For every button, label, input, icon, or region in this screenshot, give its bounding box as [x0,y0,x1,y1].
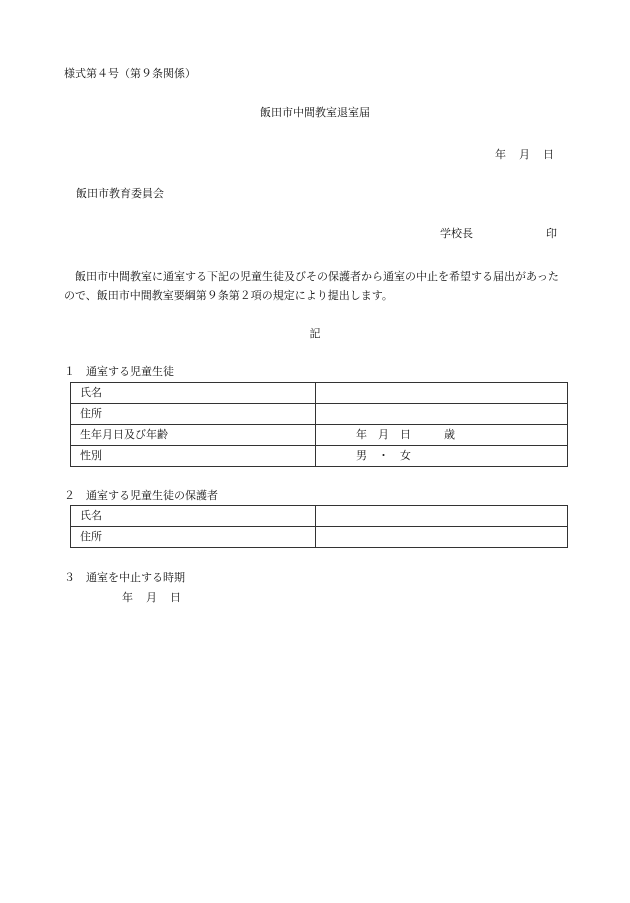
seal-mark: 印 [546,227,557,240]
row-label: 氏名 [71,506,316,527]
table-row [71,404,568,425]
row-value [316,404,568,425]
addressee: 飯田市教育委員会 [76,187,164,200]
row-label: 生年月日及び年齢 [71,425,316,446]
document-title: 飯田市中間教室退室届 [260,106,370,119]
student-table [70,382,568,467]
row-label: 氏名 [71,383,316,404]
row-value [316,383,568,404]
guardian-table [70,505,568,548]
section1-heading: １ 通室する児童生徒 [64,365,174,378]
table-row [71,383,568,404]
principal-label: 学校長 [440,227,473,240]
ki-heading: 記 [309,327,321,340]
section2-heading: ２ 通室する児童生徒の保護者 [64,489,218,502]
table-row [71,446,568,467]
row-value: 年 月 日 歳 [316,425,568,446]
row-value [316,527,568,548]
submission-date: 年 月 日 [495,148,555,161]
row-value: 男 ・ 女 [316,446,568,467]
row-label: 性別 [71,446,316,467]
section3-heading: ３ 通室を中止する時期 [64,571,185,584]
table-row [71,506,568,527]
row-label: 住所 [71,527,316,548]
stop-date: 年 月 日 [122,591,182,604]
body-paragraph: 飯田市中間教室に通室する下記の児童生徒及びその保護者から通室の中止を希望する届出があったので、飯田市中間教室要綱第９条第２項の規定により提出します。 [64,270,559,302]
table-row [71,425,568,446]
row-label: 住所 [71,404,316,425]
table-row [71,527,568,548]
form-number: 様式第４号（第９条関係） [64,67,196,80]
row-value [316,506,568,527]
